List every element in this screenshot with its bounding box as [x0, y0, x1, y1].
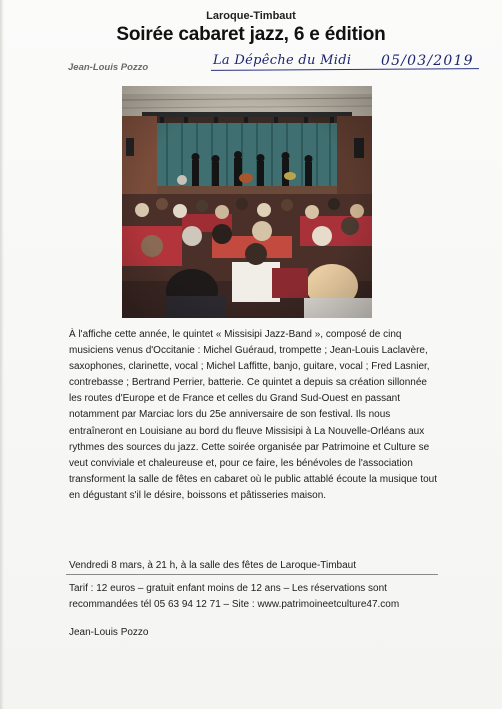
article-body: À l'affiche cette année, le quintet « Missisipi Jazz-Band », composé de cinq musiciens venus d'Occitanie : Michel Guéraud, trompette ; Jean-Louis Laclavère, saxophones, clarinette, vocal ; Michel Laffitte, banjo, guitare, vocal ; Fred Lasnier, contrebasse ; Bertrand Perrier, batterie. Ce quintet a depuis sa création sillonnée les routes d'Europe et de France et celles du Grand Sud-Ouest en passant notamment par Marciac lors du 25e anniversaire de son festival. Ils nous entraîneront en Louisiane au bord du fleuve Missisipi à La Nouvelle-Orléans aux rythmes des sources du jazz. Cette soirée organisée par Patrimoine et Culture se veut conviviale et chaleureuse et, pour ce faire, les bénévoles de l'association transforment la salle de fêtes en cabaret où le public attablé écoute la musique tout en dégustant s'il le désire, boissons et pâtisseries maison. [69, 329, 438, 501]
scan-edge-shadow [0, 0, 4, 709]
handwritten-annotation [211, 50, 481, 72]
jazz-band-concert-photo [122, 86, 372, 318]
article-byline-bottom: Jean-Louis Pozzo [69, 627, 149, 638]
tariff-info: Tarif : 12 euros – gratuit enfant moins de 12 ans – Les réservations sont recommandées tél 05 63 94 12 71 – Site : www.patrimoineetculture47.com [69, 583, 400, 610]
section-divider [66, 574, 438, 575]
handwritten-source: La Dépêche du Midi [213, 53, 352, 68]
handwritten-underline [211, 68, 479, 71]
article-headline: Soirée cabaret jazz, 6 e édition [116, 24, 386, 45]
handwritten-date: 05/03/2019 [381, 53, 474, 69]
article-byline-top: Jean-Louis Pozzo [68, 62, 149, 73]
event-details: Vendredi 8 mars, à 21 h, à la salle des fêtes de Laroque-Timbaut [69, 560, 357, 571]
article-kicker: Laroque-Timbaut [206, 10, 296, 22]
